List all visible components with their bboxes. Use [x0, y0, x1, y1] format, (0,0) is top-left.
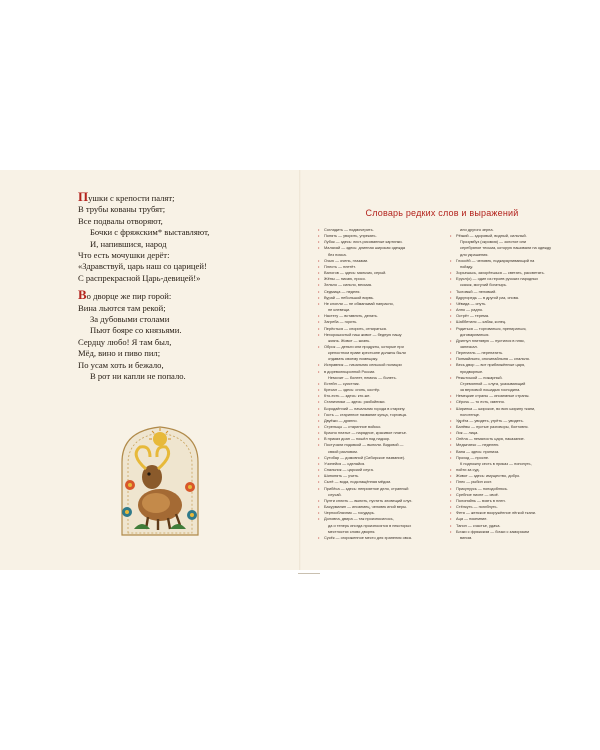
poem-stanza-1: [78, 191, 278, 284]
glossary-entry: • Чернооблачник — государь.: [318, 510, 438, 516]
glossary-entry: • Понять — уворить, упрекать.: [318, 233, 438, 239]
glossary-entry: • Немецкие страны — иноземные страны.: [450, 393, 570, 399]
poem-stanza-2: [78, 289, 278, 382]
glossary-entry: • Плес — рыбин кост.: [450, 479, 570, 485]
glossary-entry: • Вдругоредь — в другой раз, снова.: [450, 295, 570, 301]
glossary-entry: К подножну сесть в приказ — попонуть,: [460, 460, 532, 466]
glossary-entry: • Сребное ниспе — своё.: [450, 492, 570, 498]
glossary-column-right: [450, 227, 570, 541]
glossary-entry: случай.: [328, 491, 342, 497]
poem-line: Вина льются там рекой;: [78, 302, 166, 313]
glossary-entry: да и теперь иногда произносятся в некоторых: [328, 522, 412, 528]
glossary-entry: • Ерусл(о) — один из героев русских народных: [450, 276, 570, 282]
drop-capital: П: [78, 189, 89, 204]
glossary-entry: не клевещи.: [328, 307, 351, 313]
glossary-entry: • Гость — старинное название купца, торговца.: [318, 412, 438, 418]
poem-line: Что есть мочушки дерёт:: [78, 250, 170, 261]
glossary-entry: Прозумбуз (окромия) — золотое или: [460, 239, 527, 245]
glossary-entry: отдавать своему помещику.: [328, 356, 379, 362]
glossary-entry: • Доловна, двира — так произносилось,: [318, 516, 438, 522]
glossary-entry: • Загреба — горить.: [318, 319, 438, 325]
glossary-entry: • Настегу — вставлять, делать.: [318, 313, 438, 319]
glossary-entry: • Станичники — здесь: разбойники.: [318, 399, 438, 405]
glossary-entry: • Танон — счастье, удача.: [450, 523, 570, 529]
poem-line: За дубовыми столами: [90, 314, 170, 325]
glossary-entry: • Оброк — деньги или продукты, которые при: [318, 344, 438, 350]
glossary-entry: • Рядиться — торговаться, препираться,: [450, 326, 570, 332]
glossary-entry: • Балёвы — пустые разговоры, болтовня.: [450, 424, 570, 430]
glossary-entry: вином.: [460, 534, 473, 540]
glossary-entry: • Зельно — сильно, весьма.: [318, 282, 438, 288]
glossary-entry: • Ширинка — широкое, во всю ширину ткани,: [450, 406, 570, 412]
glossary-entry: • Шаббетиля — кабак, конец.: [450, 319, 570, 325]
glossary-entry: • Живот — здесь: имущество, добро.: [450, 473, 570, 479]
poem-line: В рот ни капли не попало.: [90, 371, 186, 382]
poem-line: И, напившися, народ: [90, 238, 167, 249]
glossary-entry: • Проход — просне.: [450, 455, 570, 461]
glossary-entry: • Плесть — плетёт.: [318, 264, 438, 270]
poem-line: Во дворце же пир горой:: [78, 287, 172, 303]
glossary-entry: • Стрельцы — старинное войско.: [318, 424, 438, 430]
glossary-entry: • Шипонять — учить.: [318, 473, 438, 479]
glossary-entry: • пойти за суд.: [450, 467, 570, 473]
poem-line: «Здравствуй, царь наш со царицей!: [78, 261, 207, 272]
glossary-entry: • Анно — радно.: [450, 307, 570, 313]
glossary-entry: • Жёны — писаю, просо.: [318, 276, 438, 282]
poem-line: В трубы кованы трубят;: [78, 204, 166, 215]
glossary-title: Словарь редких слов и выражений: [365, 208, 519, 218]
glossary-entry: • Перенатль — перепатить.: [450, 350, 570, 356]
glossary-entry: для украшения.: [460, 251, 489, 257]
poem-line: Сердцу любо! Я там был,: [78, 336, 172, 347]
glossary-entry: • Прикунуусь — поподоблюсь.: [450, 486, 570, 492]
poem-line: Пьют бояре со князьями.: [90, 325, 182, 336]
glossary-entry: • Не клопли — не обманывай напрасно,: [318, 301, 438, 307]
glossary-entry: • в дореволюционной России.: [318, 369, 438, 375]
glossary-entry: за верховой лошадью господина.: [460, 387, 521, 393]
glossary-entry: • Басурманин — иноземец, человек иной веры.: [318, 504, 438, 510]
glossary-entry: • Лик — лица.: [450, 430, 570, 436]
page-divider: [298, 573, 320, 576]
poem-line: Все подвалы отворяют,: [78, 215, 163, 226]
glossary-entry: • Удрёга — увидеть, угрёть — увидеть.: [450, 418, 570, 424]
glossary-entry: • Медынатко — неделею.: [450, 442, 570, 448]
glossary-entry: жизнь. Живот — жизнь.: [328, 337, 371, 343]
poem: [78, 191, 278, 388]
glossary-entry: • Чёвида — спуть.: [450, 301, 570, 307]
poem-line: С распрекрасной Царь-девицей!»: [78, 272, 201, 283]
glossary-entry: • Опёла — немалость царя, наказание.: [450, 436, 570, 442]
book-spine: [299, 170, 301, 570]
glossary-entry: договариваться.: [460, 331, 490, 337]
glossary-entry: • Валогов — здесь: мальчик, серый.: [318, 270, 438, 276]
glossary-entry: крепостном праве крестьяне должны были: [328, 350, 406, 356]
glossary-entry: • Исправник — начальник сельской полиции: [318, 362, 438, 368]
glossary-entry: • Рекштськой — пожарный.: [450, 375, 570, 381]
poem-line: Пушки с крепости палят;: [78, 189, 175, 204]
glossary-entry: • Сутобар — домовной (Сибирское название).: [318, 455, 438, 461]
glossary-entry: • Рёзкий — здоровый, видный, сильный.: [450, 233, 570, 239]
glossary-entry: свяой разловом.: [328, 448, 358, 454]
ram-on-patterned-frame-icon: [100, 417, 220, 537]
glossary-entry: • Седмица — неделя.: [318, 289, 438, 295]
drop-capital: В: [78, 287, 87, 303]
glossary-entry: или другого зерна.: [460, 227, 494, 232]
glossary-entry: • Дригнул плитявую — пустился в пляс,: [450, 338, 570, 344]
glossary-entry: • Кресал — здесь: огонь, костёр.: [318, 387, 438, 393]
glossary-entry: • Аца — покемние.: [450, 516, 570, 522]
glossary-entry: без пояса.: [328, 251, 347, 257]
poem-line: По усам хоть и бежало,: [78, 359, 164, 370]
glossary-entry: • Постучали пядовкой — выпили. Видовой —: [318, 442, 438, 448]
poem-line: Бочки с фряжским* выставляют,: [90, 227, 210, 238]
glossary-entry: • Нехорошистый наш живот — бедную нашу: [318, 332, 438, 338]
glossary-entry: • Пулти сплить — выпить, пустить зловещий слух.: [318, 498, 438, 504]
glossary-entry: • Двуёжи — дрянно.: [318, 418, 438, 424]
glossary-entry: Немочит — болеет, немочь — болеть.: [328, 374, 397, 380]
glossary-entry: сказок, могучий богатырь.: [460, 282, 507, 288]
glossary-entry: • Острёт — терема.: [450, 313, 570, 319]
glossary-entry: • Зорьешьсь, захорёешься — светать, рассветать.: [450, 270, 570, 276]
glossary-entry: • Кто-есть — здесь: кто-же.: [318, 393, 438, 399]
glossary-entry: Стремянной — слуга, указывающий: [460, 380, 526, 386]
glossary-entry: • Бочки с фряжским — бочки с заморским: [450, 529, 570, 535]
glossary-entry: • Перёсться — спорить, отпираться.: [318, 326, 438, 332]
glossary-entry: • Вана — здесь: приниза.: [450, 449, 570, 455]
poem-line: Мёд, вино и пиво пил;: [78, 348, 161, 359]
glossary-entry: • Стёлкуть — погибнуть.: [450, 504, 570, 510]
glossary-entry: • Учинейся — сделайся.: [318, 461, 438, 467]
glossary-entry: • Прибёса — здесь: неприятное дело, странный: [318, 486, 438, 492]
glossary-entry: • Фетя — женское вооружённое лёгкой ткани.: [450, 510, 570, 516]
glossary-entry: • Бородаёнчий — начальник города в старину.: [318, 406, 438, 412]
glossary-entry: • Глоссёй — человек, подкарауливающий на: [450, 258, 570, 264]
glossary-entry: заплясал.: [460, 343, 478, 349]
glossary-entry: местностях слово дворня.: [328, 528, 376, 534]
glossary-entry: • Лубок — здесь: лист-рисованные картинки.: [318, 239, 438, 245]
glossary-entry: • Естейн — суистник.: [318, 381, 438, 387]
glossary-entry: • Спальник — царский слуга.: [318, 467, 438, 473]
glossary-entry: • Полоняйнь — взять в плен.: [450, 498, 570, 504]
glossary-entry: полотенце.: [460, 411, 481, 417]
glossary-entry: • Сусёк — огороженное место для хранения овса.: [318, 535, 438, 541]
glossary-entry: • Очью — очень, глазами.: [318, 258, 438, 264]
glossary-entry: • В прикаэ доан — пошёл под надзор.: [318, 436, 438, 442]
glossary-entry: • Сытё — вода, подслащённая мёдом.: [318, 479, 438, 485]
glossary-entry: • Малахай — здесь: длинная широкая одежда: [318, 245, 438, 251]
glossary-entry: • Сёрочь — то есть, именно.: [450, 399, 570, 405]
glossary-column-left: [318, 227, 438, 541]
glossary-entry: • Весь двор — вот приближённые царя,: [450, 362, 570, 368]
glossary-entry: • Красно платье — нарядное, красивое платье.: [318, 430, 438, 436]
glossary-entry: • Согладить — подмочерить.: [318, 227, 438, 233]
glossary-entry: пойзду.: [460, 263, 474, 269]
glossary-entry: • Понмайлыня, опочинайлыня — спальня.: [450, 356, 570, 362]
glossary-entry: серебряное тесьма, которую нашивали на одежду: [460, 245, 552, 251]
glossary-entry: • Вурай — небольшой вирвь.: [318, 295, 438, 301]
glossary-entry: • Тыловый — неловкий.: [450, 289, 570, 295]
glossary-entry: придворные.: [460, 368, 484, 374]
